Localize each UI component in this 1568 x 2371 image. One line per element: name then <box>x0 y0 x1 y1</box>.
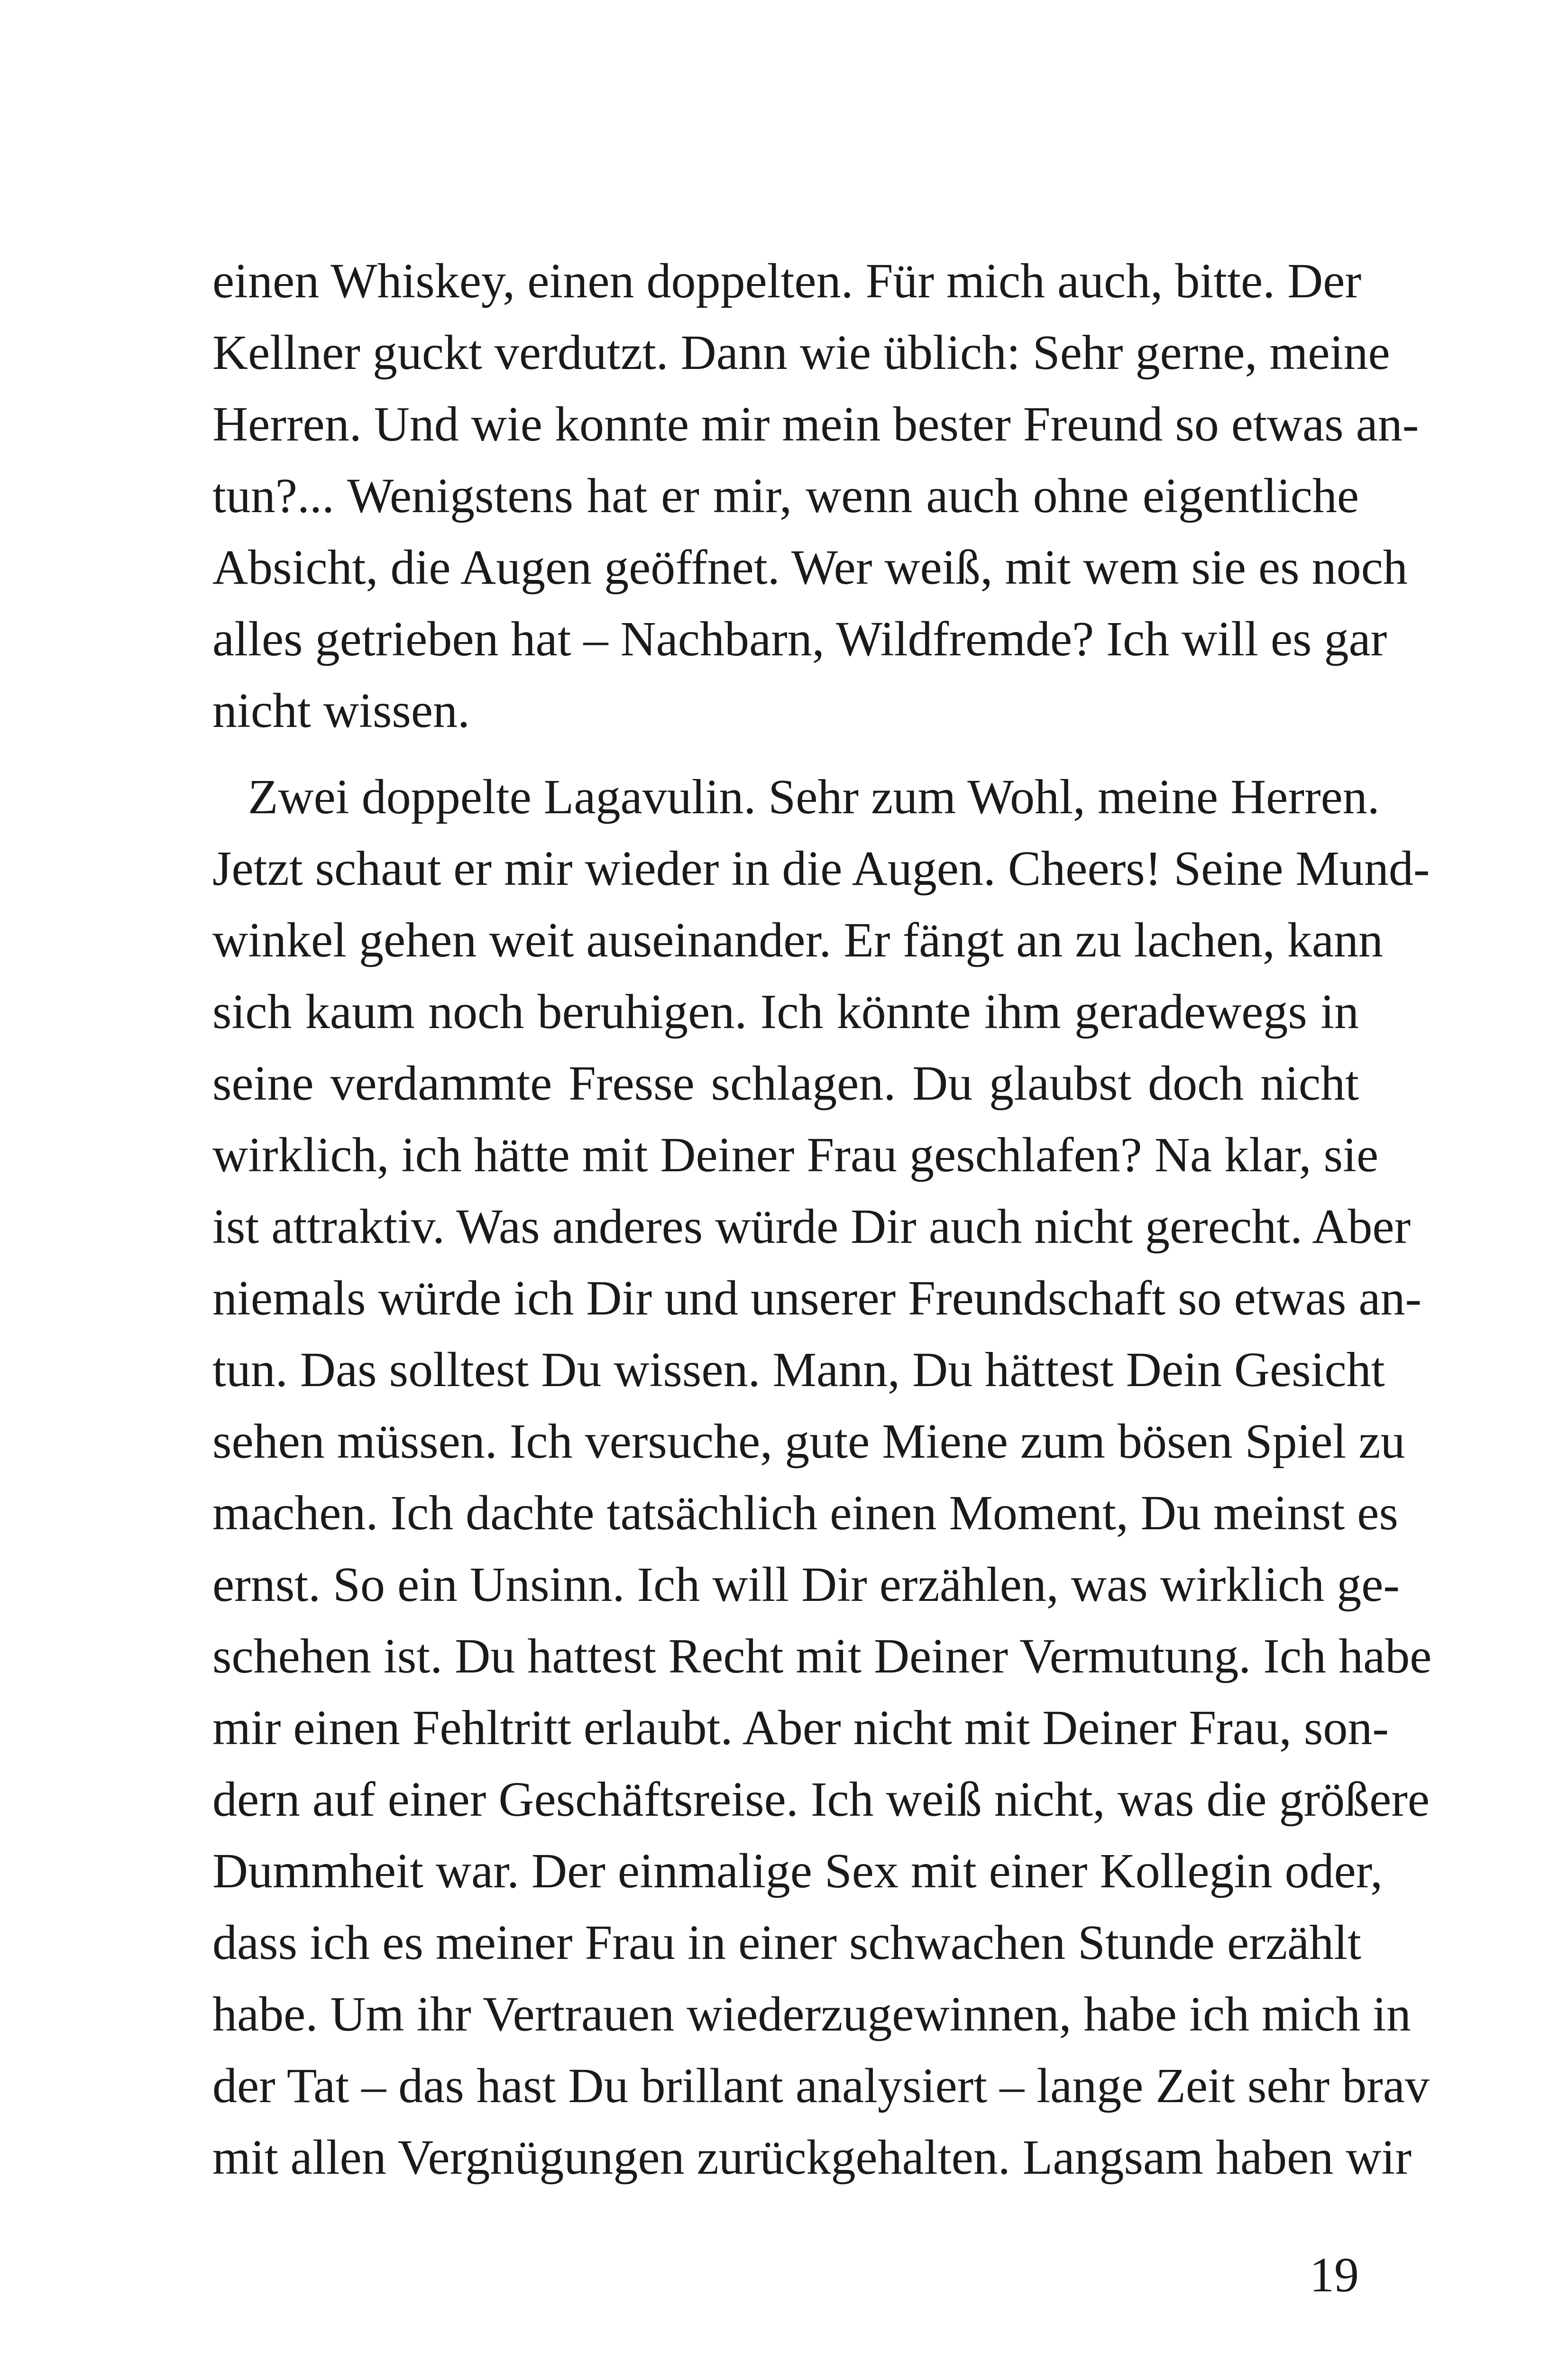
paragraph-1 <box>212 245 1419 746</box>
text-line: mit allen Vergnügungen zurückgehalten. Langsam haben wir <box>212 2130 1412 2185</box>
text-line: Absicht, die Augen geöffnet. Wer weiß, mit wem sie es noch <box>212 540 1408 595</box>
text-line: schehen ist. Du hattest Recht mit Deiner Vermutung. Ich habe <box>212 1629 1432 1683</box>
text-line: einen Whiskey, einen doppelten. Für mich auch, bitte. Der <box>212 254 1362 308</box>
text-line: niemals würde ich Dir und unserer Freundschaft so etwas an- <box>212 1271 1422 1325</box>
text-line: alles getrieben hat – Nachbarn, Wildfremde? Ich will es gar <box>212 612 1387 666</box>
text-line: wirklich, ich hätte mit Deiner Frau geschlafen? Na klar, sie <box>212 1128 1379 1182</box>
text-line: sich kaum noch beruhigen. Ich könnte ihm geradewegs in <box>212 984 1359 1039</box>
page-number: 19 <box>1310 2248 1359 2302</box>
text-line: der Tat – das hast Du brillant analysiert – lange Zeit sehr brav <box>212 2059 1430 2113</box>
text-line: mir einen Fehltritt erlaubt. Aber nicht mit Deiner Frau, son- <box>212 1700 1389 1755</box>
text-line: sehen müssen. Ich versuche, gute Miene zum bösen Spiel zu <box>212 1414 1405 1469</box>
text-line: ernst. So ein Unsinn. Ich will Dir erzählen, was wirklich ge- <box>212 1557 1400 1612</box>
paragraph-2 <box>212 761 1432 2193</box>
text-line: dass ich es meiner Frau in einer schwachen Stunde erzählt <box>212 1915 1361 1970</box>
text-line: dern auf einer Geschäftsreise. Ich weiß nicht, was die größere <box>212 1772 1430 1827</box>
text-line: Kellner guckt verdutzt. Dann wie üblich: Sehr gerne, meine <box>212 325 1390 380</box>
text-line: winkel gehen weit auseinander. Er fängt an zu lachen, kann <box>212 913 1384 967</box>
text-line: tun?... Wenigstens hat er mir, wenn auch ohne eigentliche <box>212 469 1359 523</box>
text-line: Zwei doppelte Lagavulin. Sehr zum Wohl, meine Herren. <box>248 770 1380 824</box>
text-line: seine verdammte Fresse schlagen. Du glaubst doch nicht <box>212 1056 1359 1111</box>
text-line: machen. Ich dachte tatsächlich einen Moment, Du meinst es <box>212 1486 1398 1540</box>
text-line: Jetzt schaut er mir wieder in die Augen. Cheers! Seine Mund- <box>212 841 1430 896</box>
text-line: Herren. Und wie konnte mir mein bester Freund so etwas an- <box>212 397 1419 451</box>
text-line: tun. Das solltest Du wissen. Mann, Du hättest Dein Gesicht <box>212 1342 1385 1397</box>
text-line: ist attraktiv. Was anderes würde Dir auch nicht gerecht. Aber <box>212 1199 1411 1254</box>
text-line: nicht wissen. <box>212 683 470 738</box>
text-line: habe. Um ihr Vertrauen wiederzugewinnen, habe ich mich in <box>212 1987 1411 2041</box>
text-line: Dummheit war. Der einmalige Sex mit einer Kollegin oder, <box>212 1844 1383 1898</box>
